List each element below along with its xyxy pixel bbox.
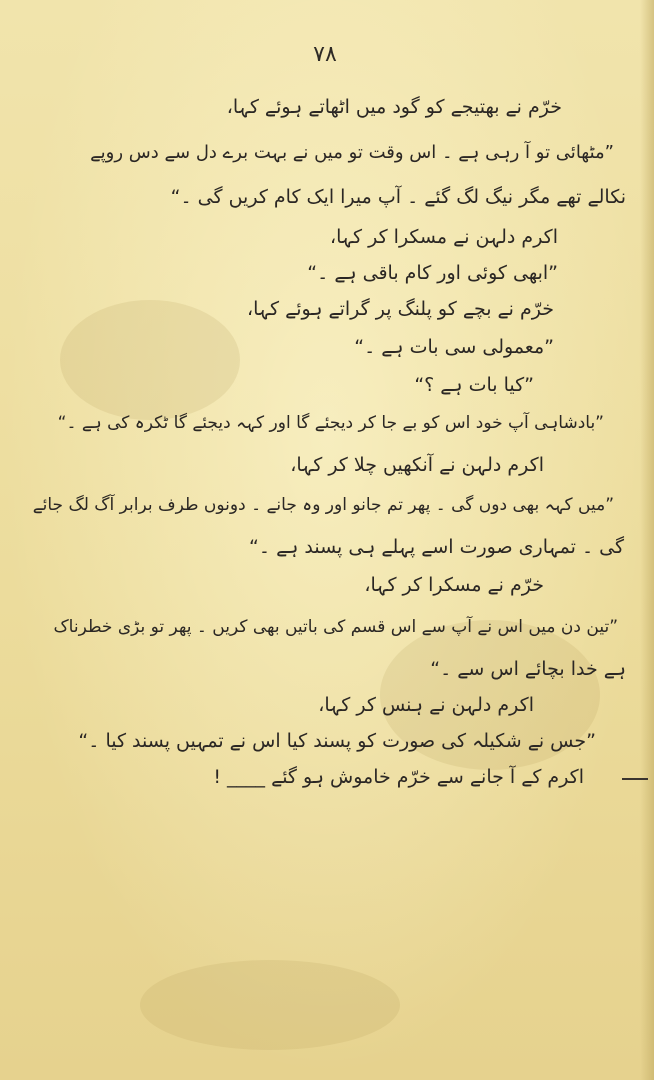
text-line: ”میں کہہ بھی دوں گی ۔ پھر تم جانو اور وہ جانے ۔ دونوں طرف برابر آگ لگ جائے — [32, 495, 614, 515]
text-line: خرّم نے بھتیجے کو گود میں اٹھاتے ہوئے کہا، — [226, 96, 562, 118]
text-line: اکرم دلہن نے مسکرا کر کہا، — [329, 226, 558, 248]
text-line: گی ۔ تمہاری صورت اسے پہلے ہی پسند ہے ۔“ — [249, 536, 624, 558]
text-line: خرّم نے مسکرا کر کہا، — [364, 574, 544, 596]
page-number: ۷۸ — [313, 42, 337, 67]
text-line: ”مٹھائی تو آ رہی ہے ۔ اس وقت تو میں نے بہت برے دل سے دس روپے — [90, 142, 614, 163]
page-edge — [640, 0, 654, 1080]
margin-dash — [622, 778, 648, 780]
paper-stain — [60, 300, 240, 420]
text-line: اکرم دلہن نے ہنس کر کہا، — [318, 694, 534, 716]
text-line: خرّم نے بچے کو پلنگ پر گراتے ہوئے کہا، — [246, 298, 554, 320]
paper-stain — [140, 960, 400, 1050]
text-line: ”ابھی کوئی اور کام باقی ہے ۔“ — [307, 262, 558, 284]
text-line: ”بادشاہی آپ خود اس کو بے جا کر دیجئے گا اور کہہ دیجئے گا ٹکرہ کی ہے ۔“ — [57, 413, 604, 433]
text-line: ”کیا بات ہے ؟“ — [414, 374, 534, 396]
text-line: ”معمولی سی بات ہے ۔“ — [354, 336, 554, 358]
text-line: ”تین دن میں اس نے آپ سے اس قسم کی باتیں بھی کریں ۔ پھر تو بڑی خطرناک — [53, 617, 618, 637]
text-line: نکالے تھے مگر نیگ لگ گئے ۔ آپ میرا ایک کام کریں گی ۔“ — [170, 186, 626, 208]
text-line: ”جس نے شکیلہ کی صورت کو پسند کیا اس نے تمہیں پسند کیا ۔“ — [78, 730, 596, 752]
text-line: اکرم کے آ جانے سے خرّم خاموش ہو گئے ____ ! — [213, 766, 584, 788]
text-line: ہے خدا بچائے اس سے ۔“ — [430, 658, 626, 680]
text-line: اکرم دلہن نے آنکھیں چلا کر کہا، — [290, 454, 544, 476]
